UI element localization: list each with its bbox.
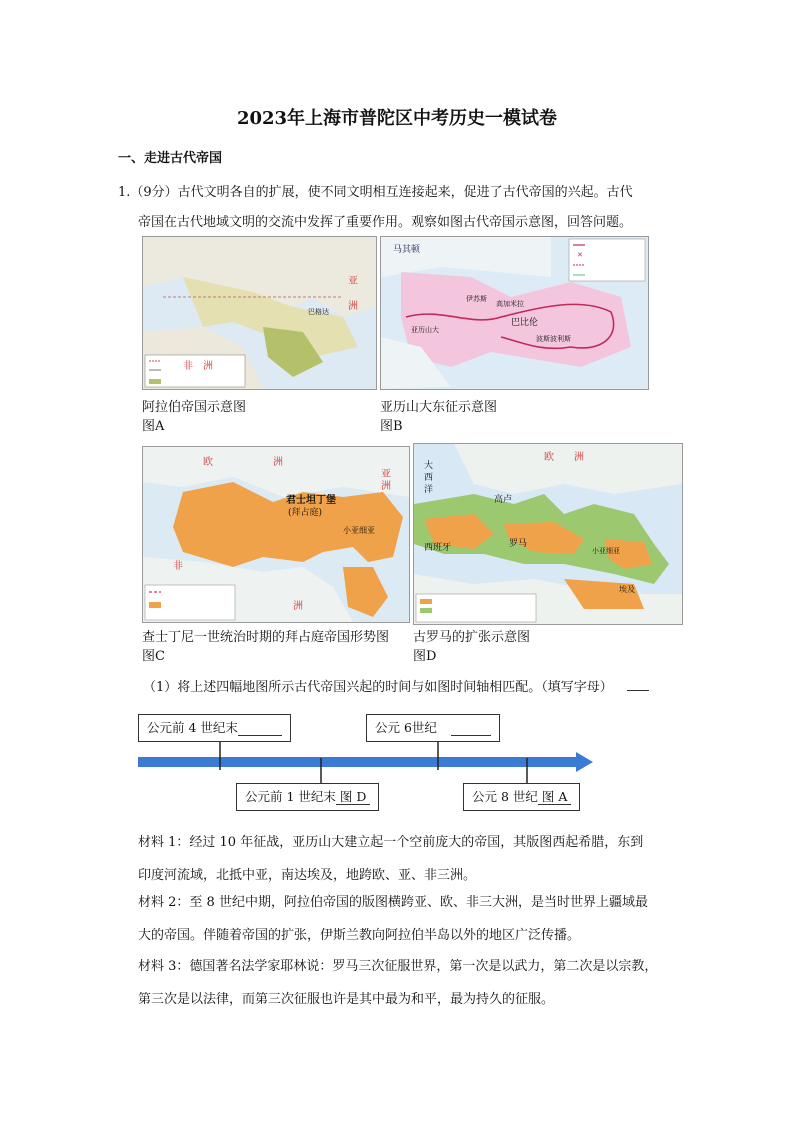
map-d-label: 西 — [424, 473, 434, 483]
material-2: 材料 2：至 8 世纪中期，阿拉伯帝国的版图横跨亚、欧、非三大洲，是当时世界上疆域最 大的帝国。伴随着帝国的扩张，伊斯兰教向阿拉伯半岛以外的地区广泛传播。 — [138, 895, 648, 943]
answer-filled[interactable]: 图 A — [538, 789, 572, 805]
map-c-label: 洲 — [273, 457, 283, 468]
map-b-image — [381, 237, 648, 389]
map-a-label: 亚 — [348, 276, 358, 287]
question-1-stem — [118, 178, 678, 238]
map-c-label: 欧 — [203, 457, 213, 468]
answer-blank[interactable] — [451, 721, 491, 736]
timeline-box-4th-century-bc: 公元前 4 世纪末 — [138, 714, 291, 742]
map-c-label: 亚 — [381, 469, 391, 480]
page-title: 2023年上海市普陀区中考历史一模试卷 — [236, 108, 558, 129]
map-d-fig-label: 图D — [413, 649, 437, 664]
map-b-label: 高加米拉 — [496, 300, 524, 308]
question-line-1: 1.（9分）古代文明各自的扩展，使不同文明相互连接起来，促进了古代帝国的兴起。古代 — [118, 185, 633, 200]
map-a-label: 非 — [183, 361, 193, 372]
material-3: 材料 3：德国著名法学家耶林说：罗马三次征服世界，第一次是以武力，第二次是以宗教， 第三次是以法律，而第三次征服也许是其中最为和平，最为持久的征服。 — [138, 959, 658, 1007]
map-c-label: 洲 — [381, 481, 391, 492]
map-d-label: 洋 — [424, 485, 434, 495]
map-c-byzantine-empire — [142, 446, 410, 623]
section-heading: 一、走进古代帝国 — [118, 151, 223, 166]
timeline — [138, 710, 598, 814]
map-d-label: 埃及 — [619, 585, 635, 594]
material-1: 材料 1：经过 10 年征战，亚历山大建立起一个空前庞大的帝国，其版图西起希腊，东到 印度河流域，北抵中亚，南达埃及，地跨欧、亚、非三洲。 — [138, 835, 644, 883]
map-c-label: (拜占庭) — [288, 508, 323, 518]
map-c-caption: 查士丁尼一世统治时期的拜占庭帝国形势图 图C — [142, 630, 390, 664]
map-b-fig-label: 图B — [380, 419, 403, 434]
answer-blank[interactable] — [627, 690, 649, 691]
map-a-caption: 阿拉伯帝国示意图 图A — [142, 400, 247, 434]
map-c-label: 洲 — [293, 601, 303, 612]
map-b-label: 伊苏斯 — [466, 295, 487, 303]
map-d-caption: 古罗马的扩张示意图 图D — [413, 630, 531, 664]
map-a-fig-label: 图A — [142, 419, 165, 434]
map-d-label: 小亚细亚 — [592, 547, 620, 555]
map-c-label: 小亚细亚 — [343, 526, 375, 535]
map-d-label: 罗马 — [509, 539, 528, 549]
map-d-image — [414, 444, 682, 624]
map-c-label: 君士坦丁堡 — [286, 495, 336, 506]
map-a-label: 巴格达 — [308, 308, 329, 316]
map-c-fig-label: 图C — [142, 649, 165, 664]
timeline-box-1st-century-bc: 公元前 1 世纪末 图 D — [236, 783, 379, 811]
answer-filled[interactable]: 图 D — [336, 789, 371, 805]
map-b-label: 巴比伦 — [511, 318, 539, 328]
map-d-roman-expansion — [413, 443, 683, 625]
map-a-label: 洲 — [348, 301, 358, 312]
question-line-2: 帝国在古代地域文明的交流中发挥了重要作用。观察如图古代帝国示意图，回答问题。 — [138, 215, 633, 230]
map-c-label: 非 — [173, 561, 183, 572]
map-a-label: 洲 — [203, 361, 213, 372]
map-a-image — [143, 237, 376, 389]
map-a-arab-empire — [142, 236, 377, 390]
map-d-label: 欧 — [544, 452, 554, 463]
map-d-label: 大 — [424, 461, 434, 471]
map-b-label: 波斯波利斯 — [536, 335, 571, 343]
map-b-alexander-campaign — [380, 236, 649, 390]
map-b-label: 亚历山大 — [411, 326, 439, 334]
svg-text:✕: ✕ — [577, 251, 583, 259]
map-b-label: 马其顿 — [393, 245, 421, 255]
map-d-label: 高卢 — [494, 495, 513, 505]
map-b-caption: 亚历山大东征示意图 图B — [380, 400, 498, 434]
sub-question-1: （1）将上述四幅地图所示古代帝国兴起的时间与如图时间轴相匹配。（填写字母） — [143, 676, 649, 695]
map-d-label: 西班牙 — [424, 543, 452, 553]
timeline-box-8th-century: 公元 8 世纪 图 A — [463, 783, 580, 811]
map-d-label: 洲 — [574, 452, 584, 463]
timeline-box-6th-century: 公元 6世纪 — [366, 714, 500, 742]
answer-blank[interactable] — [238, 721, 282, 736]
